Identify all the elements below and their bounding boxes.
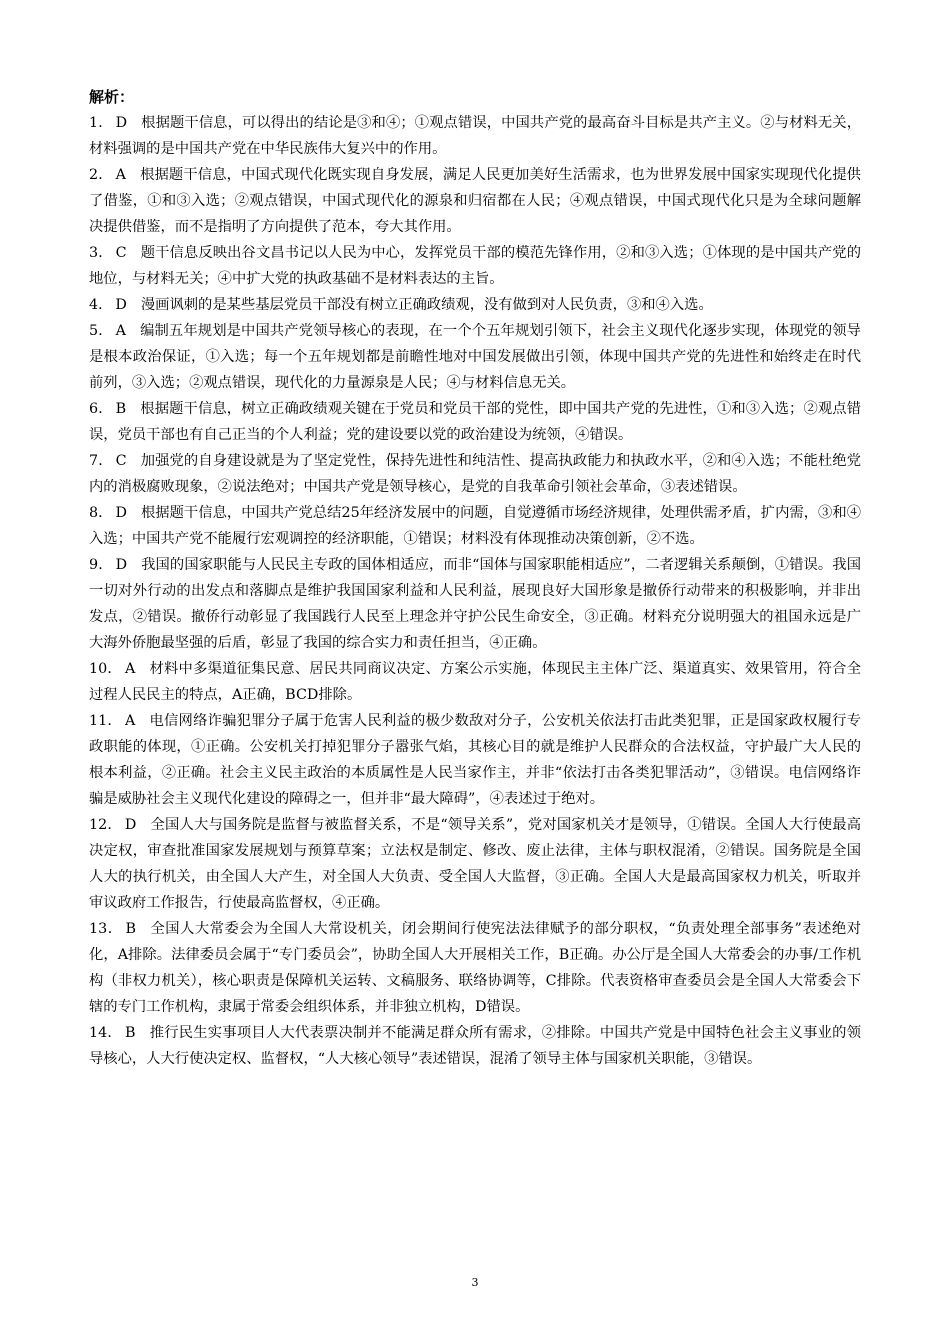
answer-item	[89, 708, 861, 812]
question-number: 3．	[89, 245, 113, 261]
question-number: 13．	[89, 921, 123, 937]
question-number: 2．	[89, 167, 113, 183]
explanation-text: 根据题干信息，可以得出的结论是③和④；①观点错误，中国共产党的最高奋斗目标是共产主义。②与材料无关，材料强调的是中国共产党在中华民族伟大复兴中的作用。	[89, 115, 861, 157]
question-number: 9．	[89, 557, 113, 573]
section-heading: 解析：	[89, 88, 135, 106]
answer-item	[89, 812, 861, 916]
explanation-text: 材料中多渠道征集民意、居民共同商议决定、方案公示实施，体现民主主体广泛、渠道真实、效果管用，符合全过程人民民主的特点，A正确，BCD排除。	[89, 661, 861, 703]
question-number: 8．	[89, 505, 113, 521]
explanation-text: 根据题干信息，中国共产党总结25年经济发展中的问题，自觉遵循市场经济规律，处理供需矛盾，扩内需，③和④入选；中国共产党不能履行宏观调控的经济职能，①错误；材料没有体现推动决策创新，②不选。	[89, 505, 861, 547]
answer-item	[89, 110, 861, 162]
question-number: 1．	[89, 115, 113, 131]
answer-letter: A	[124, 661, 136, 677]
answer-item	[89, 1020, 861, 1072]
answer-item	[89, 162, 861, 240]
answer-item	[89, 292, 861, 318]
answer-item	[89, 916, 861, 1020]
explanation-text: 根据题干信息，树立正确政绩观关键在于党员和党员干部的党性，即中国共产党的先进性，①和③入选；②观点错误，党员干部也有自己正当的个人利益；党的建设要以党的政治建设为统领，④错误。	[89, 401, 861, 443]
explanation-text: 根据题干信息，中国式现代化既实现自身发展，满足人民更加美好生活需求，也为世界发展中国家实现现代化提供了借鉴，①和③入选；②观点错误，中国式现代化的源泉和归宿都在人民；④观点错误，中国式现代化只是为全球问题解决提供借鉴，而不是指明了方向提供了范本，夸大其作用。	[89, 167, 861, 235]
answer-letter: D	[115, 557, 128, 573]
answer-letter: B	[125, 921, 137, 937]
answer-letter: A	[115, 323, 126, 339]
explanation-text: 电信网络诈骗犯罪分子属于危害人民利益的极少数敌对分子，公安机关依法打击此类犯罪，正是国家政权履行专政职能的体现，①正确。公安机关打掉犯罪分子嚣张气焰，其核心目的就是维护人民群众的合法权益，守护最广大人民的根本利益，②正确。社会主义民主政治的本质属性是人民当家作主，并非“依法打击各类犯罪活动”，③错误。电信网络诈骗是威胁社会主义现代化建设的障碍之一，但并非“最大障碍”，④表述过于绝对。	[89, 713, 861, 807]
answer-item	[89, 656, 861, 708]
explanation-text: 漫画讽刺的是某些基层党员干部没有树立正确政绩观，没有做到对人民负责，③和④入选。	[140, 297, 713, 313]
question-number: 12．	[89, 817, 122, 833]
answer-letter: B	[115, 401, 127, 417]
answer-letter: C	[115, 245, 127, 261]
answer-item	[89, 318, 861, 396]
question-number: 5．	[89, 323, 113, 339]
question-number: 10．	[89, 661, 122, 677]
answer-letter: C	[115, 453, 127, 469]
question-number: 11．	[89, 713, 122, 729]
answer-item	[89, 448, 861, 500]
explanation-text: 我国的国家职能与人民民主专政的国体相适应，而非“国体与国家职能相适应”，二者逻辑关系颠倒，①错误。我国一切对外行动的出发点和落脚点是维护我国国家利益和人民利益，展现良好大国形象是撤侨行动带来的积极影响，并非出发点，②错误。撤侨行动彰显了我国践行人民至上理念并守护公民生命安全，③正确。材料充分说明强大的祖国永远是广大海外侨胞最坚强的后盾，彰显了我国的综合实力和责任担当，④正确。	[89, 557, 861, 651]
answer-letter: D	[115, 297, 127, 313]
document-body	[89, 84, 861, 1072]
answer-letter: A	[124, 713, 136, 729]
question-number: 7．	[89, 453, 113, 469]
explanation-text: 编制五年规划是中国共产党领导核心的表现，在一个个五年规划引领下，社会主义现代化逐步实现，体现党的领导是根本政治保证，①入选；每一个五年规划都是前瞻性地对中国发展做出引领，体现中国共产党的先进性和始终走在时代前列，③入选；②观点错误，现代化的力量源泉是人民；④与材料信息无关。	[89, 323, 861, 391]
answer-letter: B	[124, 1025, 136, 1041]
explanation-text: 全国人大与国务院是监督与被监督关系，不是“领导关系”，党对国家机关才是领导，①错误。全国人大行使最高决定权，审查批准国家发展规划与预算草案；立法权是制定、修改、废止法律，主体与职权混淆，②错误。国务院是全国人大的执行机关，由全国人大产生，对全国人大负责、受全国人大监督，③正确。全国人大是最高国家权力机关，听取并审议政府工作报告，行使最高监督权，④正确。	[89, 817, 861, 911]
answer-letter: D	[115, 505, 127, 521]
answer-letter: A	[115, 167, 126, 183]
answer-item	[89, 396, 861, 448]
answer-letter: D	[115, 115, 128, 131]
explanation-text: 全国人大常委会为全国人大常设机关，闭会期间行使宪法法律赋予的部分职权，“负责处理全部事务”表述绝对化，A排除。法律委员会属于“专门委员会”，协助全国人大开展相关工作，B正确。办公厅是全国人大常委会的办事/工作机构（非权力机关），核心职责是保障机关运转、文稿服务、联络协调等，C排除。代表资格审查委员会是全国人大常委会下辖的专门工作机构，隶属于常委会组织体系，并非独立机构，D错误。	[89, 921, 861, 1015]
answer-item	[89, 500, 861, 552]
question-number: 4．	[89, 297, 113, 313]
question-number: 14．	[89, 1025, 122, 1041]
page-number: 3	[471, 1276, 479, 1289]
answer-list	[89, 110, 861, 1072]
explanation-text: 加强党的自身建设就是为了坚定党性，保持先进性和纯洁性、提高执政能力和执政水平，②和④入选；不能杜绝党内的消极腐败现象，②说法绝对；中国共产党是领导核心，是党的自我革命引领社会革命，③表述错误。	[89, 453, 861, 495]
answer-item	[89, 552, 861, 656]
question-number: 6．	[89, 401, 113, 417]
explanation-text: 推行民生实事项目人大代表票决制并不能满足群众所有需求，②排除。中国共产党是中国特色社会主义事业的领导核心，人大行使决定权、监督权，“人大核心领导”表述错误，混淆了领导主体与国家机关职能，③错误。	[89, 1025, 861, 1067]
explanation-text: 题干信息反映出谷文昌书记以人民为中心，发挥党员干部的模范先锋作用，②和③入选；①体现的是中国共产党的地位，与材料无关；④中扩大党的执政基础不是材料表达的主旨。	[89, 245, 861, 287]
answer-letter: D	[124, 817, 137, 833]
answer-item	[89, 240, 861, 292]
